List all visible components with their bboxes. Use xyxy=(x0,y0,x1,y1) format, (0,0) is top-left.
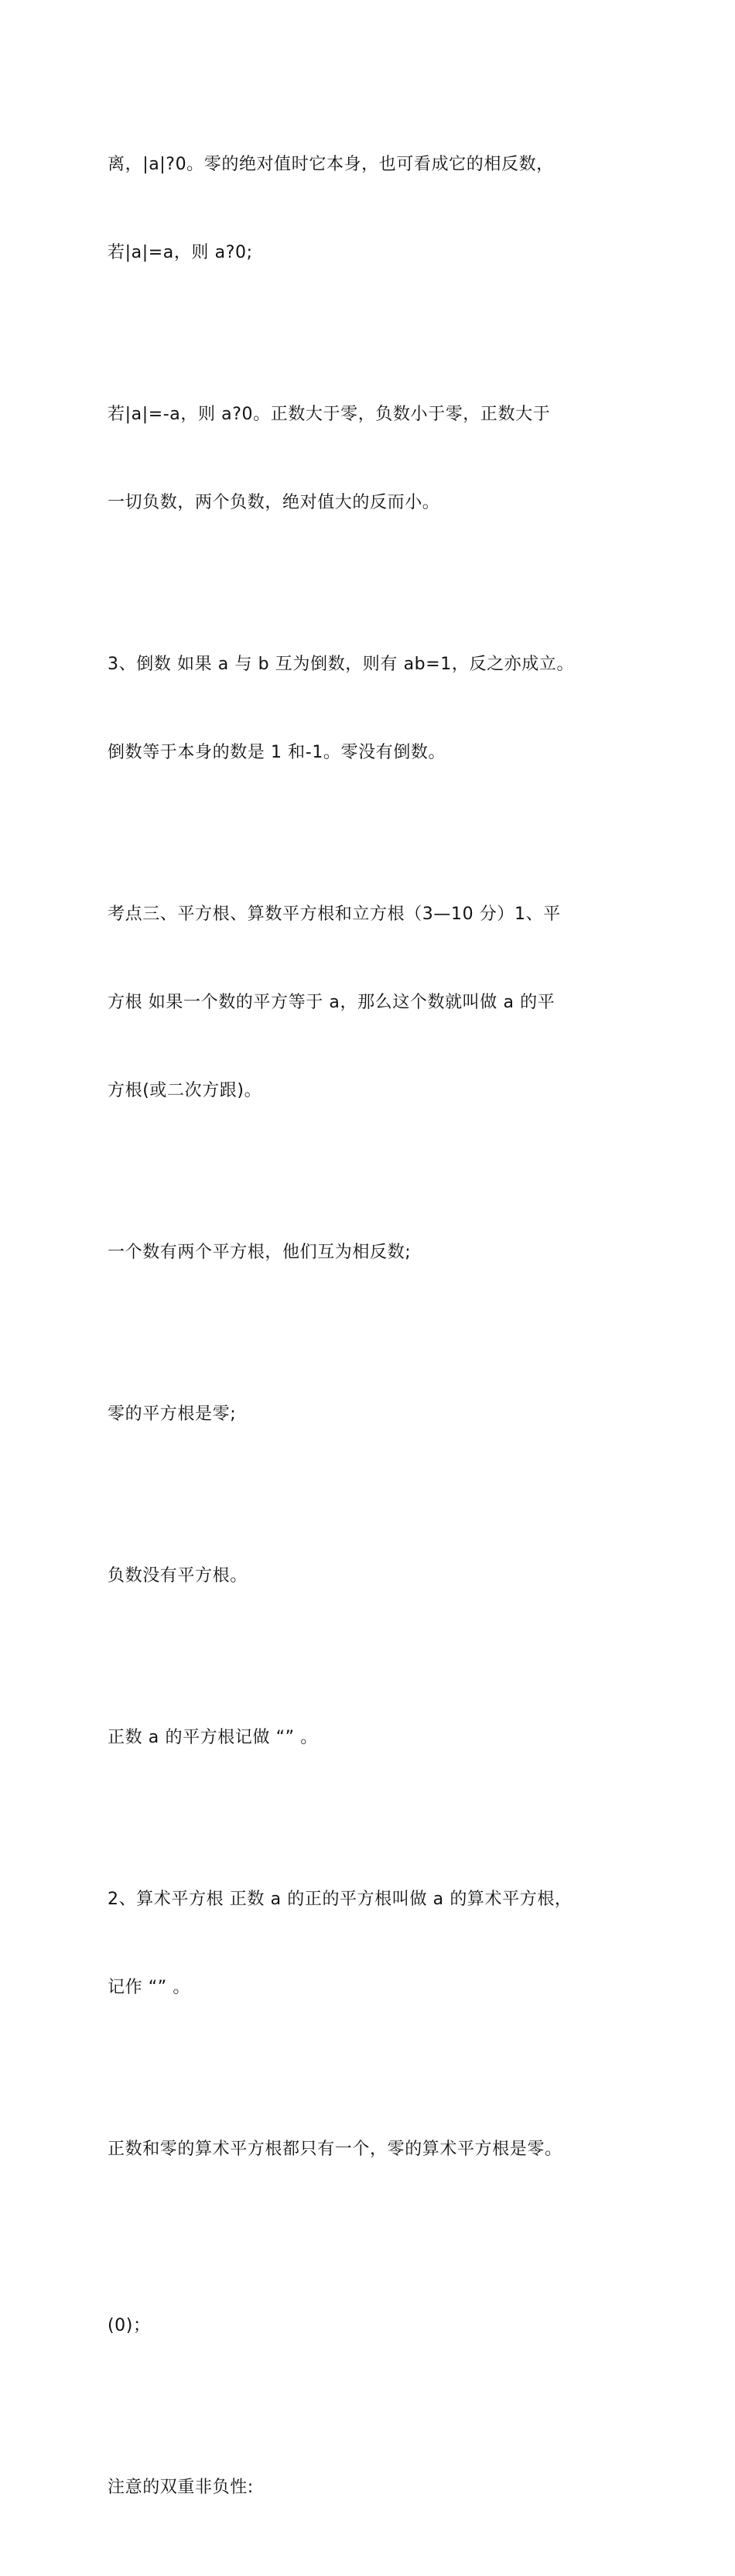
text-line: (0)； xyxy=(108,2316,151,2335)
paragraph-double-nonnegativity xyxy=(108,2414,634,2561)
text-line: 方根 如果一个数的平方等于 a，那么这个数就叫做 a 的平 xyxy=(108,993,556,1012)
text-line: 记作 “” 。 xyxy=(108,1978,190,1997)
text-line: 正数和零的算术平方根都只有一个，零的算术平方根是零。 xyxy=(108,2140,562,2159)
text-line: 注意的双重非负性: xyxy=(108,2478,254,2497)
document-body xyxy=(108,91,634,2576)
text-line: 倒数等于本身的数是 1 和-1。零没有倒数。 xyxy=(108,743,446,762)
paragraph-two-roots xyxy=(108,1179,634,1326)
text-line: 正数 a 的平方根记做 “” 。 xyxy=(108,1728,318,1747)
paragraph-negative-root xyxy=(108,1503,634,1650)
text-line: 若|a|=a，则 a?0; xyxy=(108,243,253,262)
paragraph-square-root-heading xyxy=(108,841,634,1165)
paragraph-zero-condition xyxy=(108,2253,634,2400)
text-line: 离，|a|?0。零的绝对值时它本身，也可看成它的相反数， xyxy=(108,155,554,174)
paragraph-zero-root xyxy=(108,1341,634,1488)
text-line: 方根(或二次方跟)。 xyxy=(108,1081,262,1100)
paragraph-root-notation xyxy=(108,1664,634,1811)
paragraph-compare-numbers xyxy=(108,341,634,576)
text-line: 一切负数，两个负数，绝对值大的反而小。 xyxy=(108,493,440,512)
text-line: 负数没有平方根。 xyxy=(108,1566,248,1586)
paragraph-arithmetic-root-unique xyxy=(108,2076,634,2223)
text-line: 一个数有两个平方根，他们互为相反数; xyxy=(108,1243,412,1262)
text-line: 若|a|=-a，则 a?0。正数大于零，负数小于零，正数大于 xyxy=(108,405,551,424)
text-line: 2、算术平方根 正数 a 的正的平方根叫做 a 的算术平方根， xyxy=(108,1890,573,1909)
paragraph-absolute-value xyxy=(108,91,634,327)
text-line: 考点三、平方根、算数平方根和立方根（3—10 分）1、平 xyxy=(108,905,561,924)
text-line: 3、倒数 如果 a 与 b 互为倒数，则有 ab=1，反之亦成立。 xyxy=(108,655,575,674)
paragraph-reciprocal xyxy=(108,591,634,826)
text-line: 零的平方根是零; xyxy=(108,1404,237,1424)
paragraph-arithmetic-root xyxy=(108,1826,634,2061)
